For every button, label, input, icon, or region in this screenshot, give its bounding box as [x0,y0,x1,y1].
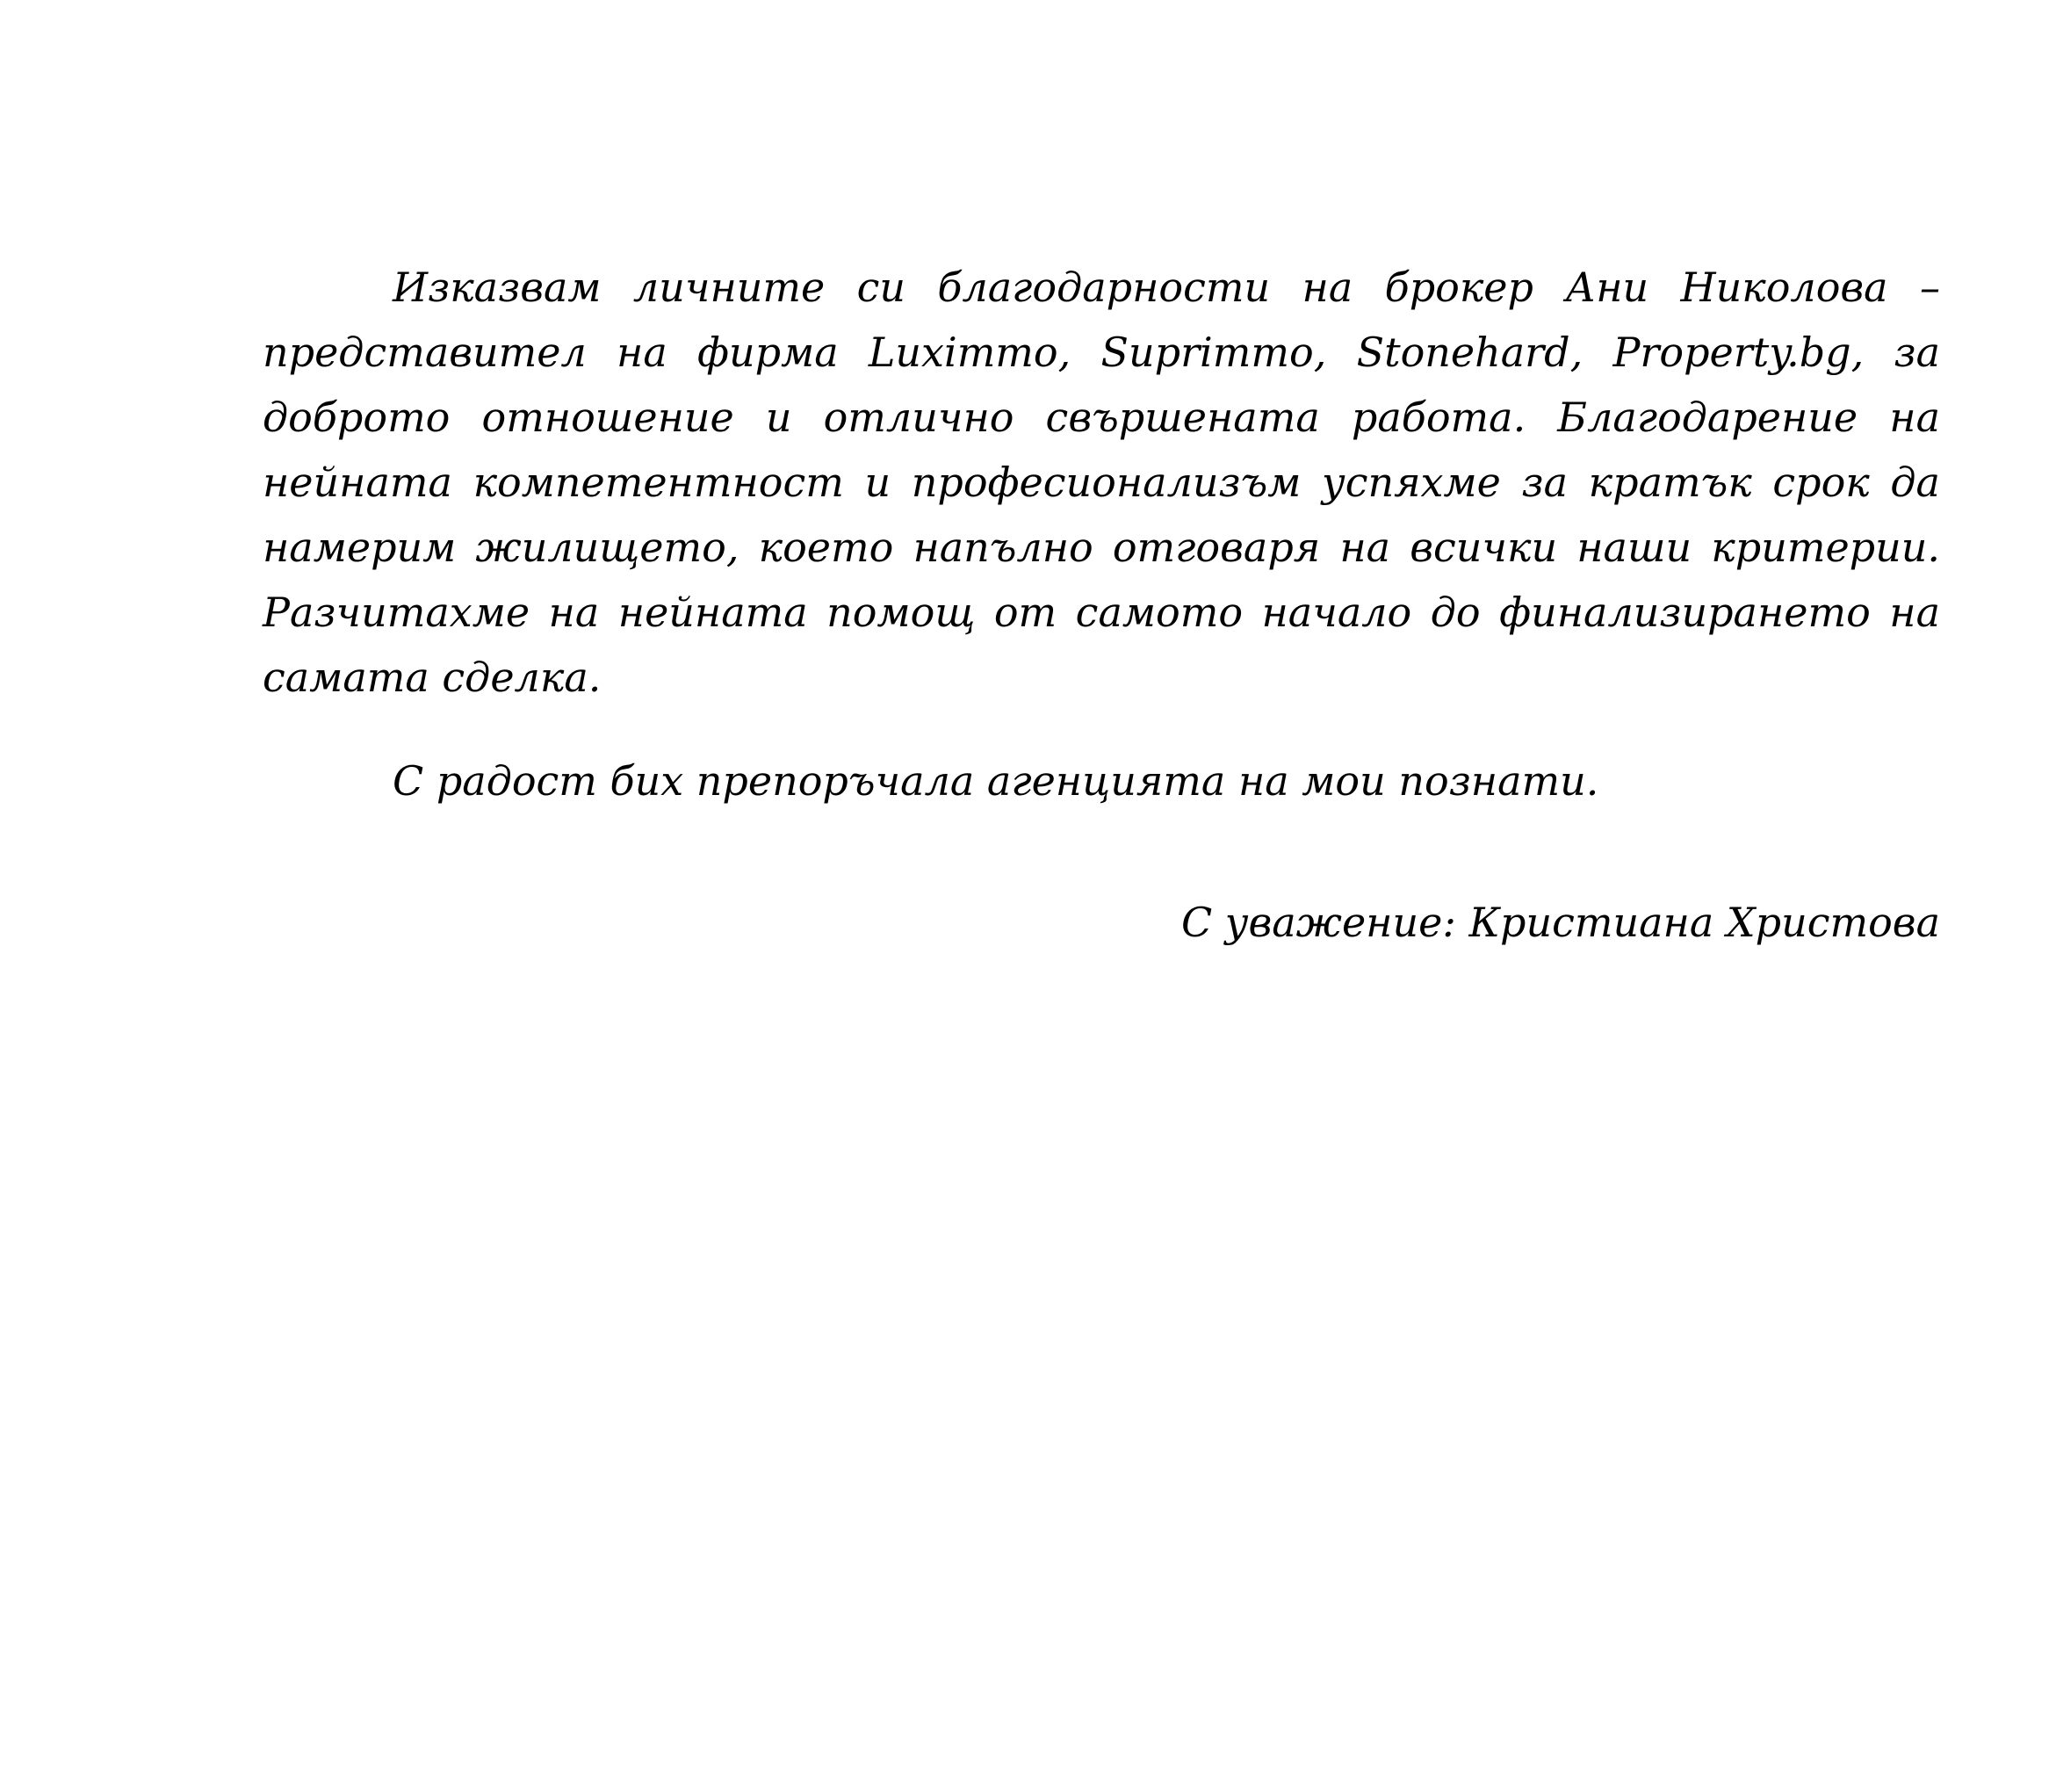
signature-line: С уважение: Кристиана Христова [1180,899,1940,946]
paragraph-gratitude: Изказвам личните си благодарности на брокер Ани Николова – представител на фирма Luximmo, Suprimmo, Stonehard, Property.bg, за доброто отношение и отлично свършената работа. Благодарение на нейната компетентност и професионализъм успяхме за кратък срок да намерим жилището, което напълно отговаря на всички наши критерии. Разчитахме на нейната помощ от самото начало до финализирането на самата сделка. [263,264,1940,701]
letter-body [263,255,1940,813]
paragraph-recommendation: С радост бих препоръчала агенцията на мои познати. [393,757,1599,805]
